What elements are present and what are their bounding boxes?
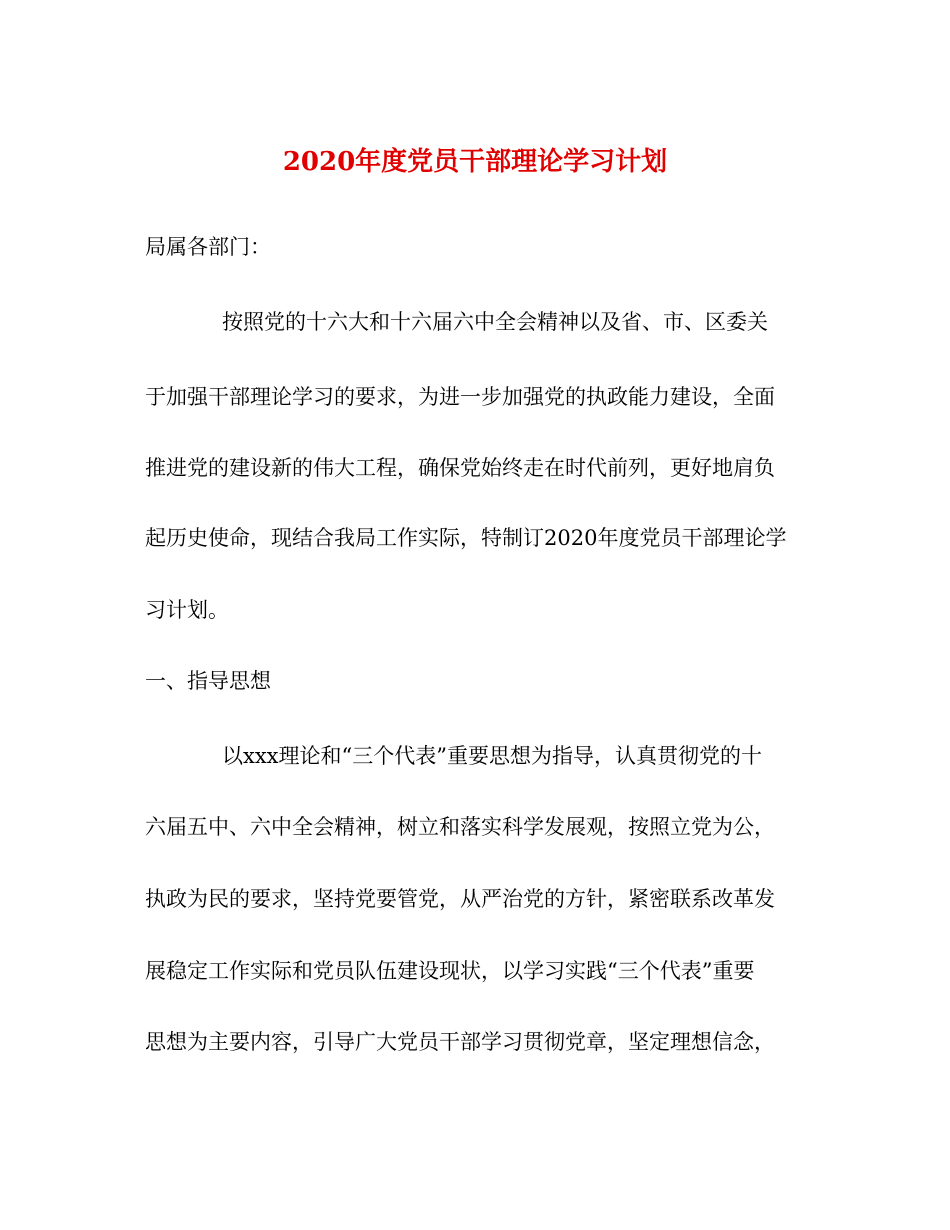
paragraph-line: 执政为民的要求，坚持党要管党，从严治党的方针，紧密联系改革发	[145, 887, 775, 911]
section-heading: 一、指导思想	[145, 669, 271, 693]
paragraph-line: 习计划。	[145, 598, 229, 622]
paragraph-line: 推进党的建设新的伟大工程，确保党始终走在时代前列，更好地肩负	[145, 456, 775, 480]
salutation: 局属各部门：	[145, 235, 271, 259]
paragraph-line: 六届五中、六中全会精神，树立和落实科学发展观，按照立党为公，	[145, 815, 775, 839]
paragraph-line: 思想为主要内容，引导广大党员干部学习贯彻党章，坚定理想信念，	[145, 1030, 775, 1054]
paragraph-line: 按照党的十六大和十六届六中全会精神以及省、市、区委关	[222, 310, 768, 334]
paragraph-line: 展稳定工作实际和党员队伍建设现状，以学习实践“三个代表”重要	[145, 959, 755, 983]
paragraph-line: 起历史使命，现结合我局工作实际，特制订2020年度党员干部理论学	[145, 526, 787, 550]
document-title: 2020年度党员干部理论学习计划	[282, 147, 668, 177]
paragraph-line: 于加强干部理论学习的要求，为进一步加强党的执政能力建设，全面	[145, 385, 775, 409]
paragraph-line: 以xxx理论和“三个代表”重要思想为指导，认真贯彻党的十	[222, 744, 762, 768]
